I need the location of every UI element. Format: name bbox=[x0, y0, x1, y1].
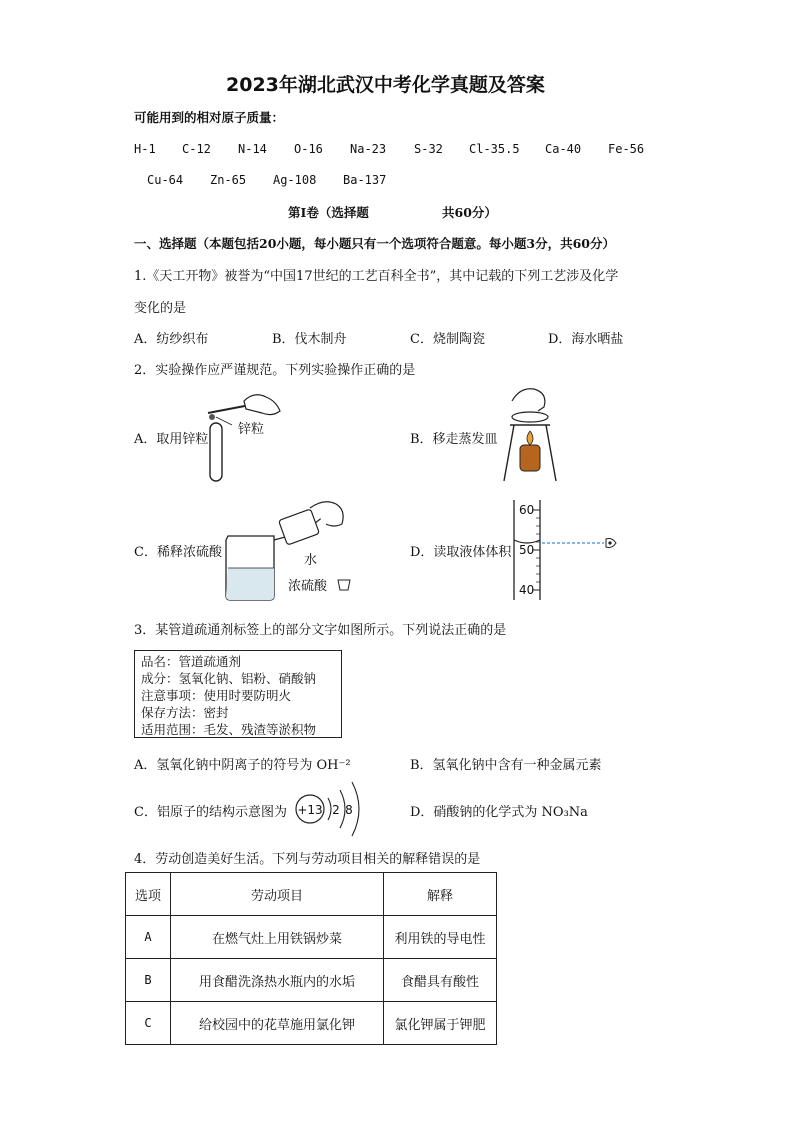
q3-option-b: B．氢氧化钠中含有一种金属元素 bbox=[410, 758, 602, 773]
atomic-mass-ag: Ag-108 bbox=[273, 173, 317, 187]
water-label: 水 bbox=[304, 553, 318, 568]
q1-option-c: C．烧制陶瓷 bbox=[410, 332, 485, 347]
aluminum-atom-diagram bbox=[294, 778, 364, 840]
evaporating-dish-figure bbox=[500, 385, 560, 483]
row-c-option: C bbox=[126, 1002, 171, 1045]
q1-option-a: A．纺纱织布 bbox=[134, 332, 209, 347]
nucleus-charge: +13 bbox=[297, 803, 323, 817]
atomic-mass-zn: Zn-65 bbox=[210, 173, 247, 187]
dilute-acid-figure bbox=[220, 492, 360, 604]
row-b-explanation: 食醋具有酸性 bbox=[384, 959, 497, 1002]
row-b-option: B bbox=[126, 959, 171, 1002]
q2-stem: 2．实验操作应严谨规范。下列实验操作正确的是 bbox=[134, 363, 416, 378]
row-c-explanation: 氯化钾属于钾肥 bbox=[384, 1002, 497, 1045]
product-label-box bbox=[134, 650, 342, 738]
atomic-mass-heading: 可能用到的相对原子质量： bbox=[134, 110, 285, 125]
row-a-option: A bbox=[126, 916, 171, 959]
shell-1-count: 2 bbox=[332, 803, 340, 817]
q2-option-d: D．读取液体体积 bbox=[410, 545, 512, 560]
atomic-mass-na: Na-23 bbox=[350, 142, 387, 156]
q3-stem: 3．某管道疏通剂标签上的部分文字如图所示。下列说法正确的是 bbox=[134, 623, 507, 638]
zinc-label: 锌粒 bbox=[238, 422, 265, 437]
table-row bbox=[126, 1002, 497, 1045]
atomic-mass-ca: Ca-40 bbox=[545, 142, 582, 156]
page-title: 2023年湖北武汉中考化学真题及答案 bbox=[226, 74, 545, 96]
q4-stem: 4．劳动创造美好生活。下列与劳动项目相关的解释错误的是 bbox=[134, 852, 481, 867]
q2-option-b: B．移走蒸发皿 bbox=[410, 432, 498, 447]
shell-2-count: 8 bbox=[345, 803, 353, 817]
zinc-granule-figure bbox=[200, 385, 290, 485]
table-row bbox=[126, 916, 497, 959]
header-option: 选项 bbox=[126, 873, 171, 916]
atomic-mass-c: C-12 bbox=[182, 142, 211, 156]
labor-table bbox=[125, 872, 497, 1045]
tick-60: 60 bbox=[519, 503, 535, 517]
row-a-explanation: 利用铁的导电性 bbox=[384, 916, 497, 959]
q3-option-c: C．铝原子的结构示意图为 bbox=[134, 805, 287, 820]
q2-option-c: C．稀释浓硫酸 bbox=[134, 545, 222, 560]
header-labor-item: 劳动项目 bbox=[171, 873, 384, 916]
atomic-mass-s: S-32 bbox=[414, 142, 443, 156]
cylinder-reading-figure bbox=[510, 498, 630, 602]
q2-option-a: A．取用锌粒 bbox=[134, 432, 209, 447]
header-explanation: 解释 bbox=[384, 873, 497, 916]
tick-40: 40 bbox=[519, 583, 535, 597]
tick-50: 50 bbox=[519, 543, 535, 557]
part1-label: 第Ⅰ卷（选择题 bbox=[288, 205, 369, 220]
label-line-storage: 保存方法：密封 bbox=[141, 705, 229, 720]
q1-option-d: D．海水晒盐 bbox=[548, 332, 624, 347]
q1-stem-line2: 变化的是 bbox=[134, 301, 187, 316]
row-a-item: 在燃气灶上用铁锅炒菜 bbox=[171, 916, 384, 959]
q3-option-d: D．硝酸钠的化学式为 NO₃Na bbox=[410, 805, 588, 820]
label-line-usage: 适用范围：毛发、残渣等淤积物 bbox=[141, 722, 317, 737]
table-row bbox=[126, 959, 497, 1002]
atomic-mass-ba: Ba-137 bbox=[343, 173, 387, 187]
q3-option-a: A．氢氧化钠中阴离子的符号为 OH⁻² bbox=[134, 758, 351, 773]
atomic-mass-h: H-1 bbox=[134, 142, 156, 156]
label-line-caution: 注意事项：使用时要防明火 bbox=[141, 688, 292, 703]
part1-score: 共60分） bbox=[442, 205, 497, 220]
q1-stem-line1: 1.《天工开物》被誉为“中国17世纪的工艺百科全书”，其中记载的下列工艺涉及化学 bbox=[134, 269, 619, 284]
atomic-mass-n: N-14 bbox=[238, 142, 267, 156]
atomic-mass-cu: Cu-64 bbox=[147, 173, 184, 187]
label-line-ingredients: 成分：氢氧化钠、铝粉、硝酸钠 bbox=[141, 671, 317, 686]
atomic-mass-fe: Fe-56 bbox=[608, 142, 645, 156]
row-b-item: 用食醋洗涤热水瓶内的水垢 bbox=[171, 959, 384, 1002]
section1-heading: 一、选择题（本题包括20小题，每小题只有一个选项符合题意。每小题3分，共60分） bbox=[134, 236, 615, 251]
atomic-mass-cl: Cl-35.5 bbox=[469, 142, 520, 156]
row-c-item: 给校园中的花草施用氯化钾 bbox=[171, 1002, 384, 1045]
label-line-name: 品名：管道疏通剂 bbox=[141, 654, 242, 669]
q1-option-b: B．伐木制舟 bbox=[272, 332, 347, 347]
atomic-mass-o: O-16 bbox=[294, 142, 323, 156]
table-header-row bbox=[126, 873, 497, 916]
acid-label: 浓硫酸 bbox=[288, 579, 328, 594]
